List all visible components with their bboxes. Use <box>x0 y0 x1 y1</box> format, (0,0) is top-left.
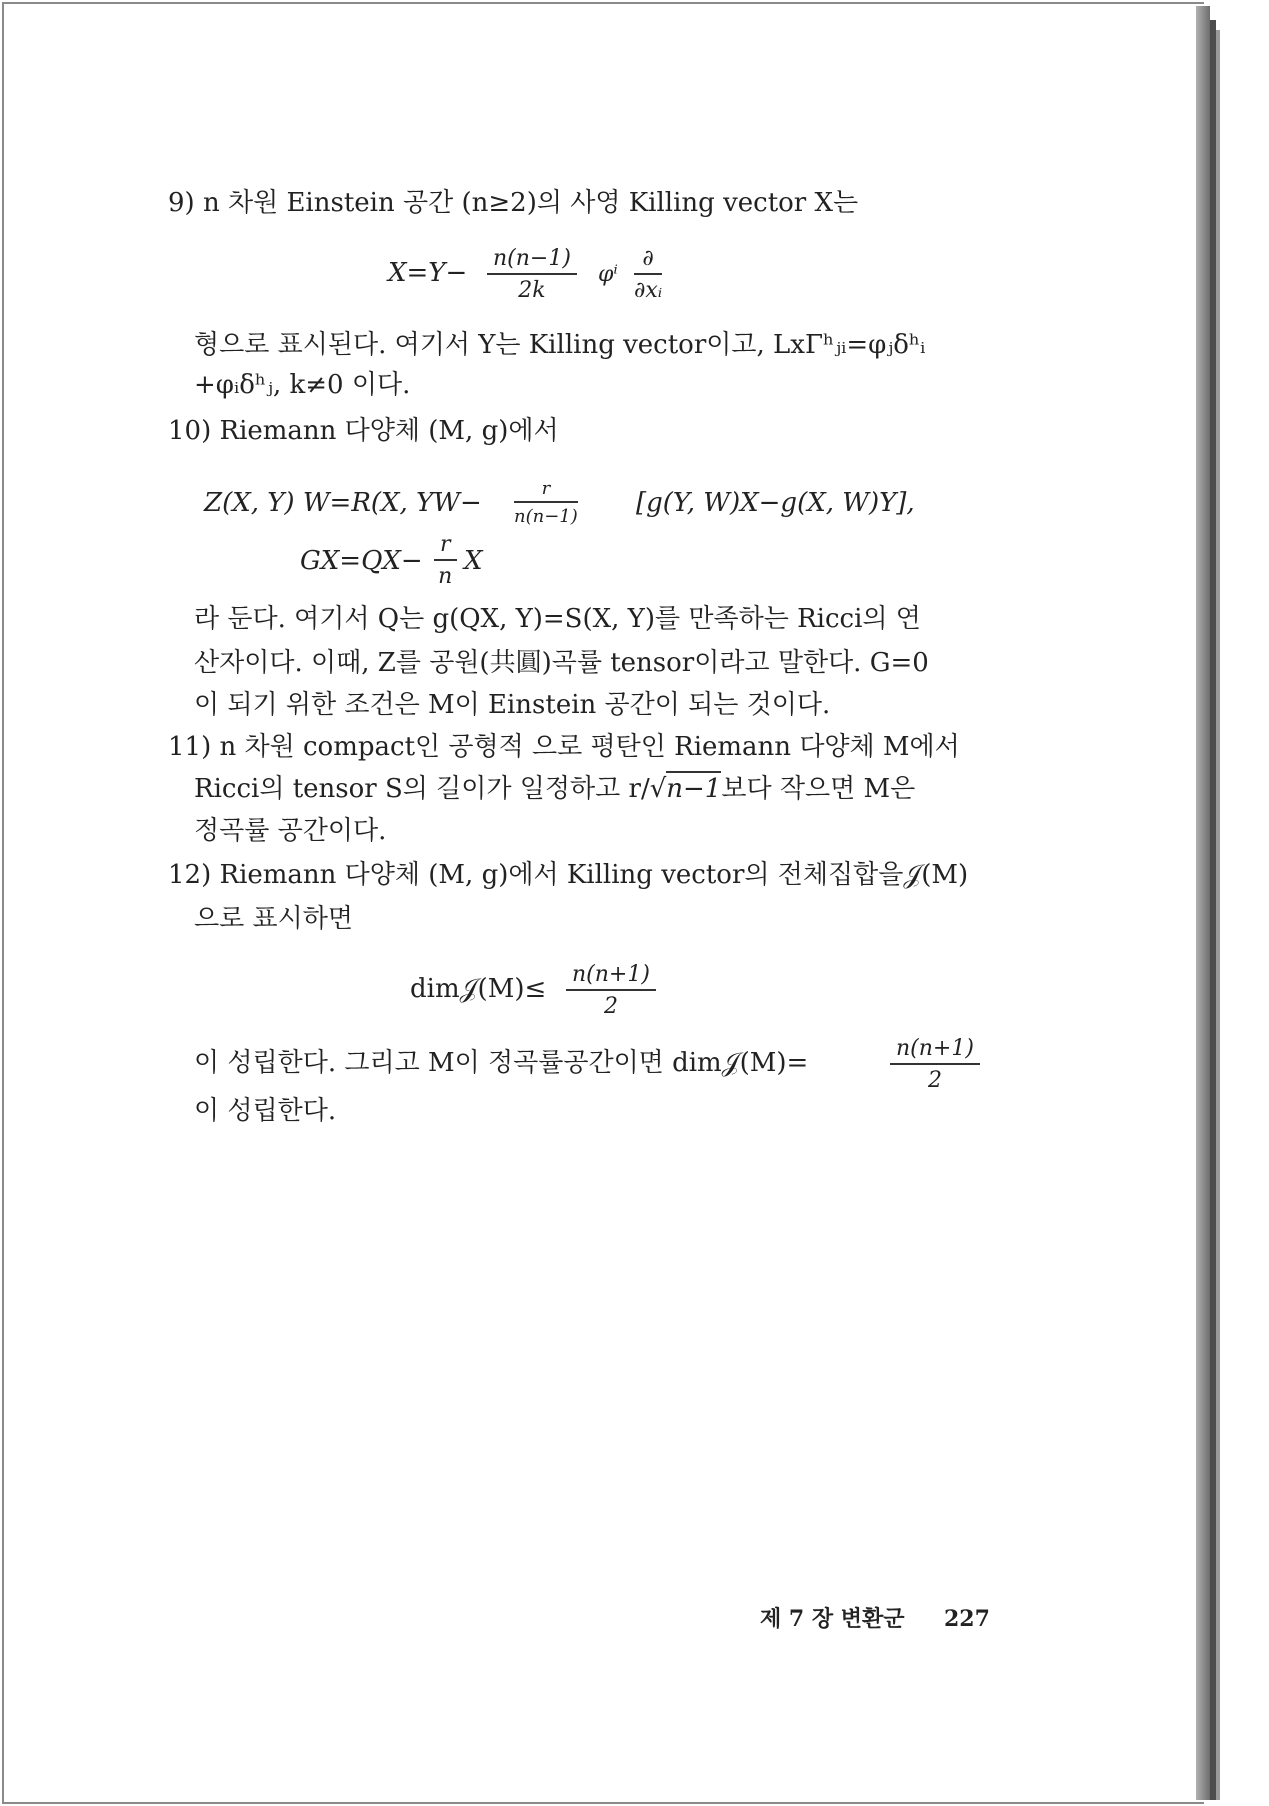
item11-line2-b: 보다 작으면 M은 <box>721 774 916 804</box>
item12-fraction2 <box>890 1036 980 1093</box>
item9-fraction <box>487 246 577 303</box>
item9-fraction-den: 2k <box>518 278 546 303</box>
item12-line3: 이 성립한다. 그리고 M이 정곡률공간이면 dim𝒥(M)= <box>194 1048 809 1078</box>
item11-line2-a: Ricci의 tensor S의 길이가 일정하고 r/√ <box>194 774 667 804</box>
item12-fraction-num: n(n+1) <box>566 962 656 991</box>
item10-eq1-den: n(n−1) <box>514 506 578 527</box>
item10-line1: 10) Riemann 다양체 (M, g)에서 <box>168 416 559 446</box>
item12-line2: 으로 표시하면 <box>194 904 353 934</box>
page-edge-light <box>1216 30 1220 1800</box>
item10-line3: 산자이다. 이때, Z를 공원(共圓)곡률 tensor이라고 말한다. G=0 <box>194 648 929 678</box>
item10-eq2-den: n <box>438 564 453 589</box>
item10-eq1-rhs: [g(Y, W)X−g(X, W)Y], <box>636 488 915 518</box>
item9-line1: 9) n 차원 Einstein 공간 (n≥2)의 사영 Killing vector X는 <box>168 188 859 218</box>
page-number: 227 <box>944 1606 990 1632</box>
item12-fraction2-num: n(n+1) <box>890 1036 980 1065</box>
page-edge-shadow <box>1196 6 1210 1800</box>
item12-fraction-den: 2 <box>603 994 618 1019</box>
item10-line2: 라 둔다. 여기서 Q는 g(QX, Y)=S(X, Y)를 만족하는 Ricci의 연 <box>194 604 921 634</box>
item10-eq2-rhs: X <box>464 546 483 576</box>
item9-formula-lhs: X=Y− <box>388 258 468 288</box>
item12-line4: 이 성립한다. <box>194 1096 337 1126</box>
item9-line2: 형으로 표시된다. 여기서 Y는 Killing vector이고, LxΓʰⱼᵢ=φⱼδʰᵢ <box>194 330 926 360</box>
item9-fraction-num: n(n−1) <box>487 246 577 275</box>
item9-fraction2-num: ∂ <box>634 246 662 275</box>
item10-eq2-lhs: GX=QX− <box>300 546 423 576</box>
item11-sqrt: n−1 <box>666 771 721 804</box>
item9-formula-mid: φⁱ <box>598 262 618 287</box>
item11-line3: 정곡률 공간이다. <box>194 816 387 846</box>
item12-fraction2-den: 2 <box>927 1068 942 1093</box>
item10-eq1-num: r <box>514 478 578 503</box>
item10-eq2-fraction <box>434 532 457 589</box>
item10-eq1-fraction <box>514 478 578 527</box>
item9-line3: +φᵢδʰⱼ, k≠0 이다. <box>194 370 411 400</box>
item10-eq1-lhs: Z(X, Y) W=R(X, YW− <box>204 488 482 518</box>
item9-fraction2-den: ∂xᵢ <box>634 278 663 303</box>
item12-formula-lhs: dim𝒥(M)≤ <box>410 974 547 1004</box>
item11-line1: 11) n 차원 compact인 공형적 으로 평탄인 Riemann 다양체 M에서 <box>168 732 960 762</box>
item12-line1: 12) Riemann 다양체 (M, g)에서 Killing vector의 전체집합을𝒥(M) <box>168 860 969 890</box>
item11-line2 <box>194 776 915 802</box>
item12-fraction <box>566 962 656 1019</box>
running-footer-chapter: 제 7 장 변환군 <box>760 1606 905 1632</box>
item10-line4: 이 되기 위한 조건은 M이 Einstein 공간이 되는 것이다. <box>194 690 831 720</box>
item9-fraction2 <box>634 246 662 303</box>
item10-eq2-num: r <box>434 532 457 561</box>
